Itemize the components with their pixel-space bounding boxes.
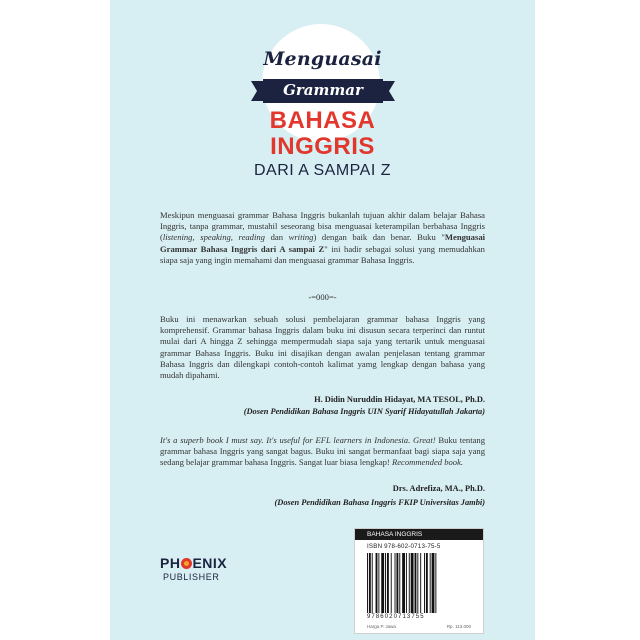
- blurb-paragraph-3: It's a superb book I must say. It's useful for EFL learners in Indonesia. Great! Buku tentang grammar bahasa Inggris yang sangat bagus. Buku ini sangat bermanfaat bagi siapa saja yang sedang belajar grammar bahasa Inggris. Sangat luar biasa lengkap! Recommended book.: [160, 435, 486, 468]
- price-value: Rp. 113.000: [446, 624, 471, 629]
- phoenix-o-icon: [181, 558, 192, 569]
- book-back-cover: [110, 0, 535, 640]
- price-region: Harga P. Jawa: [367, 624, 396, 629]
- endorser-2-name: Drs. Adrefiza, MA., Ph.D.: [392, 484, 485, 493]
- publisher-logo: [160, 555, 250, 582]
- endorser-2-role: (Dosen Pendidikan Bahasa Inggris FKIP Universitas Jambi): [274, 498, 485, 507]
- title-inggris: INGGRIS: [270, 133, 375, 160]
- blurb-paragraph-2: Buku ini menawarkan sebuah solusi pembelajaran grammar bahasa Inggris yang komprehensif. Grammar bahasa Inggris dalam buku ini disusun secara terperinci dan runtut mulai dari A hingga Z sehingga mempermudah siapa saja yang tertarik untuk menguasai grammar Bahasa Inggris. Buku ini disajikan dengan awalan penjelasan tentang grammar Bahasa Inggris dan dilengkapi contoh-contoh kalimat yamg lengkap dengan bahasa yang mudah dipahami.: [160, 314, 485, 381]
- title-bahasa: BAHASA: [269, 107, 376, 134]
- title-menguasai: Menguasai: [263, 48, 382, 70]
- blurb-paragraph-1: Meskipun menguasai grammar Bahasa Inggris bukanlah tujuan akhir dalam belajar Bahasa Inggris, tanpa grammar, mustahil seseorang bisa menguasai keterampilan berbahasa Inggris (listening, speaking, reading dan writing) dengan baik dan benar. Buku "Menguasai Grammar Bahasa Inggris dari A sampai Z" ini hadir sebagai solusi yang memudahkan siapa saja yang ingin memahami dan menguasai grammar Bahasa Inggris.: [160, 210, 485, 265]
- endorser-1-name: H. Didin Nuruddin Hidayat, MA TESOL, Ph.D.: [314, 395, 485, 404]
- title-subtitle: DARI A SAMPAI Z: [253, 162, 391, 179]
- barcode-label: [354, 528, 484, 634]
- publisher-name: PH ENIX: [160, 555, 228, 571]
- endorser-1-role: (Dosen Pendidikan Bahasa Inggris UIN Syarif Hidayatullah Jakarta): [243, 407, 485, 416]
- barcode-footer: [367, 624, 471, 629]
- separator: -=000=-: [308, 292, 337, 302]
- title-grammar: Grammar: [283, 81, 363, 99]
- barcode-category: BAHASA INGGRIS: [355, 529, 483, 540]
- barcode-bars: [367, 553, 471, 613]
- barcode-digits: 9786020713755: [367, 614, 425, 620]
- isbn-text: ISBN 978-602-0713-75-5: [367, 543, 441, 550]
- publisher-subtitle: PUBLISHER: [163, 572, 220, 582]
